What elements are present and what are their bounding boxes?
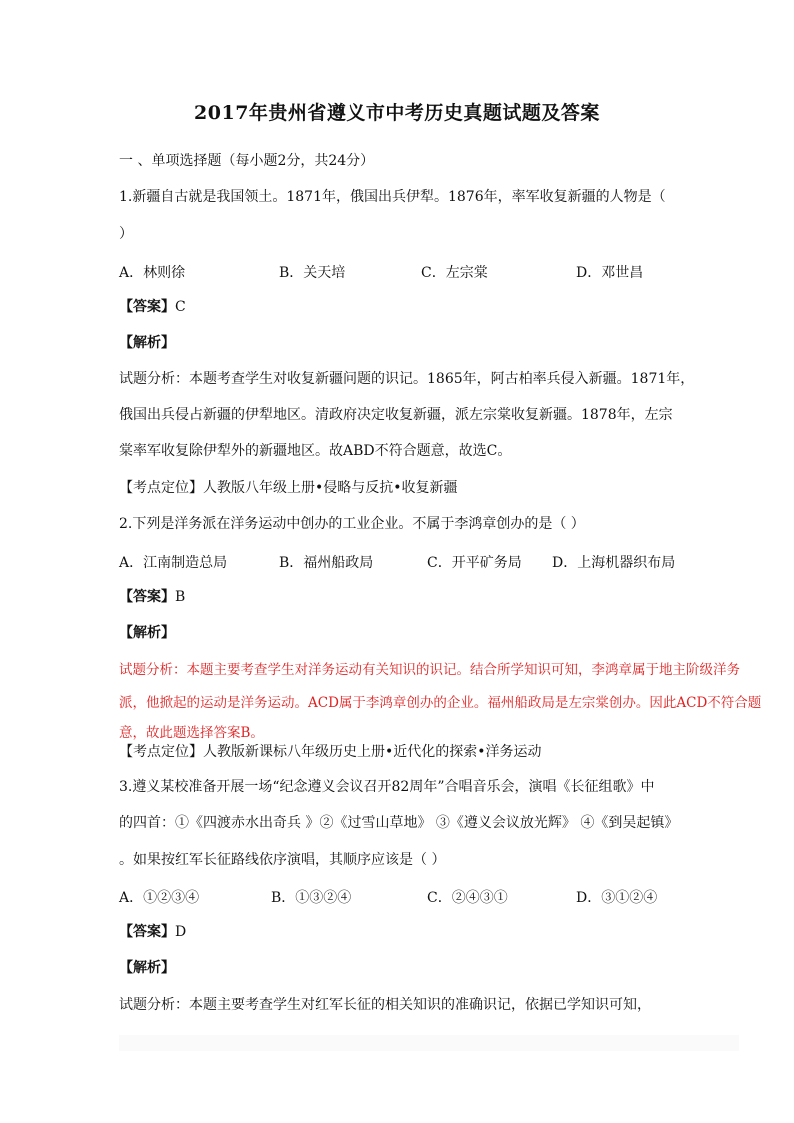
q2-stem-line1: 2.下列是洋务派在洋务运动中创办的工业企业。不属于李鸿章创办的是（ ） bbox=[119, 516, 585, 532]
q1-stem-line2: ） bbox=[119, 226, 133, 242]
q3-analysis-line1: 试题分析：本题主要考查学生对红军长征的相关知识的准确识记，依据已学知识可知， bbox=[119, 997, 651, 1013]
q3-answer bbox=[119, 923, 779, 941]
q1-analysis-line3: 棠率军收复除伊犁外的新疆地区。故ABD不符合题意，故选C。 bbox=[119, 443, 512, 459]
section-heading: 一 、单项选择题（每小题2分，共24分） bbox=[119, 153, 375, 169]
q1-analysis-label: 【解析】 bbox=[119, 335, 175, 351]
q2-option-d: D．上海机器织布局 bbox=[552, 555, 676, 571]
q1-option-d: D．邓世昌 bbox=[576, 265, 644, 281]
q3-options bbox=[119, 887, 779, 905]
q1-answer bbox=[119, 298, 779, 316]
q1-analysis-line1: 试题分析：本题考查学生对收复新疆问题的识记。1865年，阿古柏率兵侵入新疆。1871年， bbox=[119, 371, 695, 387]
q3-option-b: B．①③②④ bbox=[271, 890, 352, 906]
q3-stem-line1: 3.遵义某校准备开展一场“纪念遵义会议召开82周年”合唱音乐会，演唱《长征组歌》中 bbox=[119, 779, 655, 795]
q3-stem-line3: 。如果按红军长征路线依序演唱，其顺序应该是（ ） bbox=[119, 852, 446, 868]
q2-analysis-line1: 试题分析：本题主要考查学生对洋务运动有关知识的识记。结合所学知识可知，李鸿章属于地主阶级洋务 bbox=[119, 662, 740, 678]
q1-answer-value: C bbox=[175, 299, 186, 315]
q1-answer-label: 【答案】 bbox=[119, 299, 175, 315]
q3-answer-value: D bbox=[175, 924, 187, 940]
q2-option-b: B．福州船政局 bbox=[279, 555, 374, 571]
q1-option-a: A．林则徐 bbox=[119, 265, 186, 281]
q3-option-c: C．②④③① bbox=[427, 890, 508, 906]
q1-option-c: C．左宗棠 bbox=[421, 265, 488, 281]
q3-option-d: D．③①②④ bbox=[576, 890, 658, 906]
q3-analysis-label: 【解析】 bbox=[119, 960, 175, 976]
q2-answer-value: B bbox=[175, 589, 186, 605]
q2-analysis-line3: 意，故此题选择答案B。 bbox=[119, 725, 264, 741]
q3-stem-line2: 的四首：①《四渡赤水出奇兵 》②《过雪山草地》 ③《遵义会议放光辉》 ④《到吴起镇》 bbox=[119, 815, 679, 831]
q2-analysis-line2: 派，他掀起的运动是洋务运动。ACD属于李鸿章创办的企业。福州船政局是左宗棠创办。因此ACD不符合题 bbox=[119, 695, 762, 711]
q3-answer-label: 【答案】 bbox=[119, 924, 175, 940]
q2-options bbox=[119, 552, 779, 570]
q1-point: 【考点定位】人教版八年级上册•侵略与反抗•收复新疆 bbox=[119, 480, 458, 496]
document-title: 2017年贵州省遵义市中考历史真题试题及答案 bbox=[194, 102, 600, 124]
q2-answer bbox=[119, 588, 779, 606]
q3-option-a: A．①②③④ bbox=[119, 890, 200, 906]
q2-option-c: C．开平矿务局 bbox=[427, 555, 522, 571]
q1-option-b: B．关天培 bbox=[279, 265, 346, 281]
q1-options bbox=[119, 262, 779, 280]
q1-stem-line1: 1.新疆自古就是我国领土。1871年，俄国出兵伊犁。1876年，率军收复新疆的人物是（ bbox=[119, 189, 666, 205]
q1-analysis-line2: 俄国出兵侵占新疆的伊犁地区。清政府决定收复新疆，派左宗棠收复新疆。1878年，左宗 bbox=[119, 407, 673, 423]
q2-analysis-label: 【解析】 bbox=[119, 625, 175, 641]
q2-option-a: A．江南制造总局 bbox=[119, 555, 228, 571]
faded-text-strip bbox=[119, 1035, 739, 1051]
q2-point: 【考点定位】人教版新课标八年级历史上册•近代化的探索•洋务运动 bbox=[119, 744, 542, 760]
q2-answer-label: 【答案】 bbox=[119, 589, 175, 605]
